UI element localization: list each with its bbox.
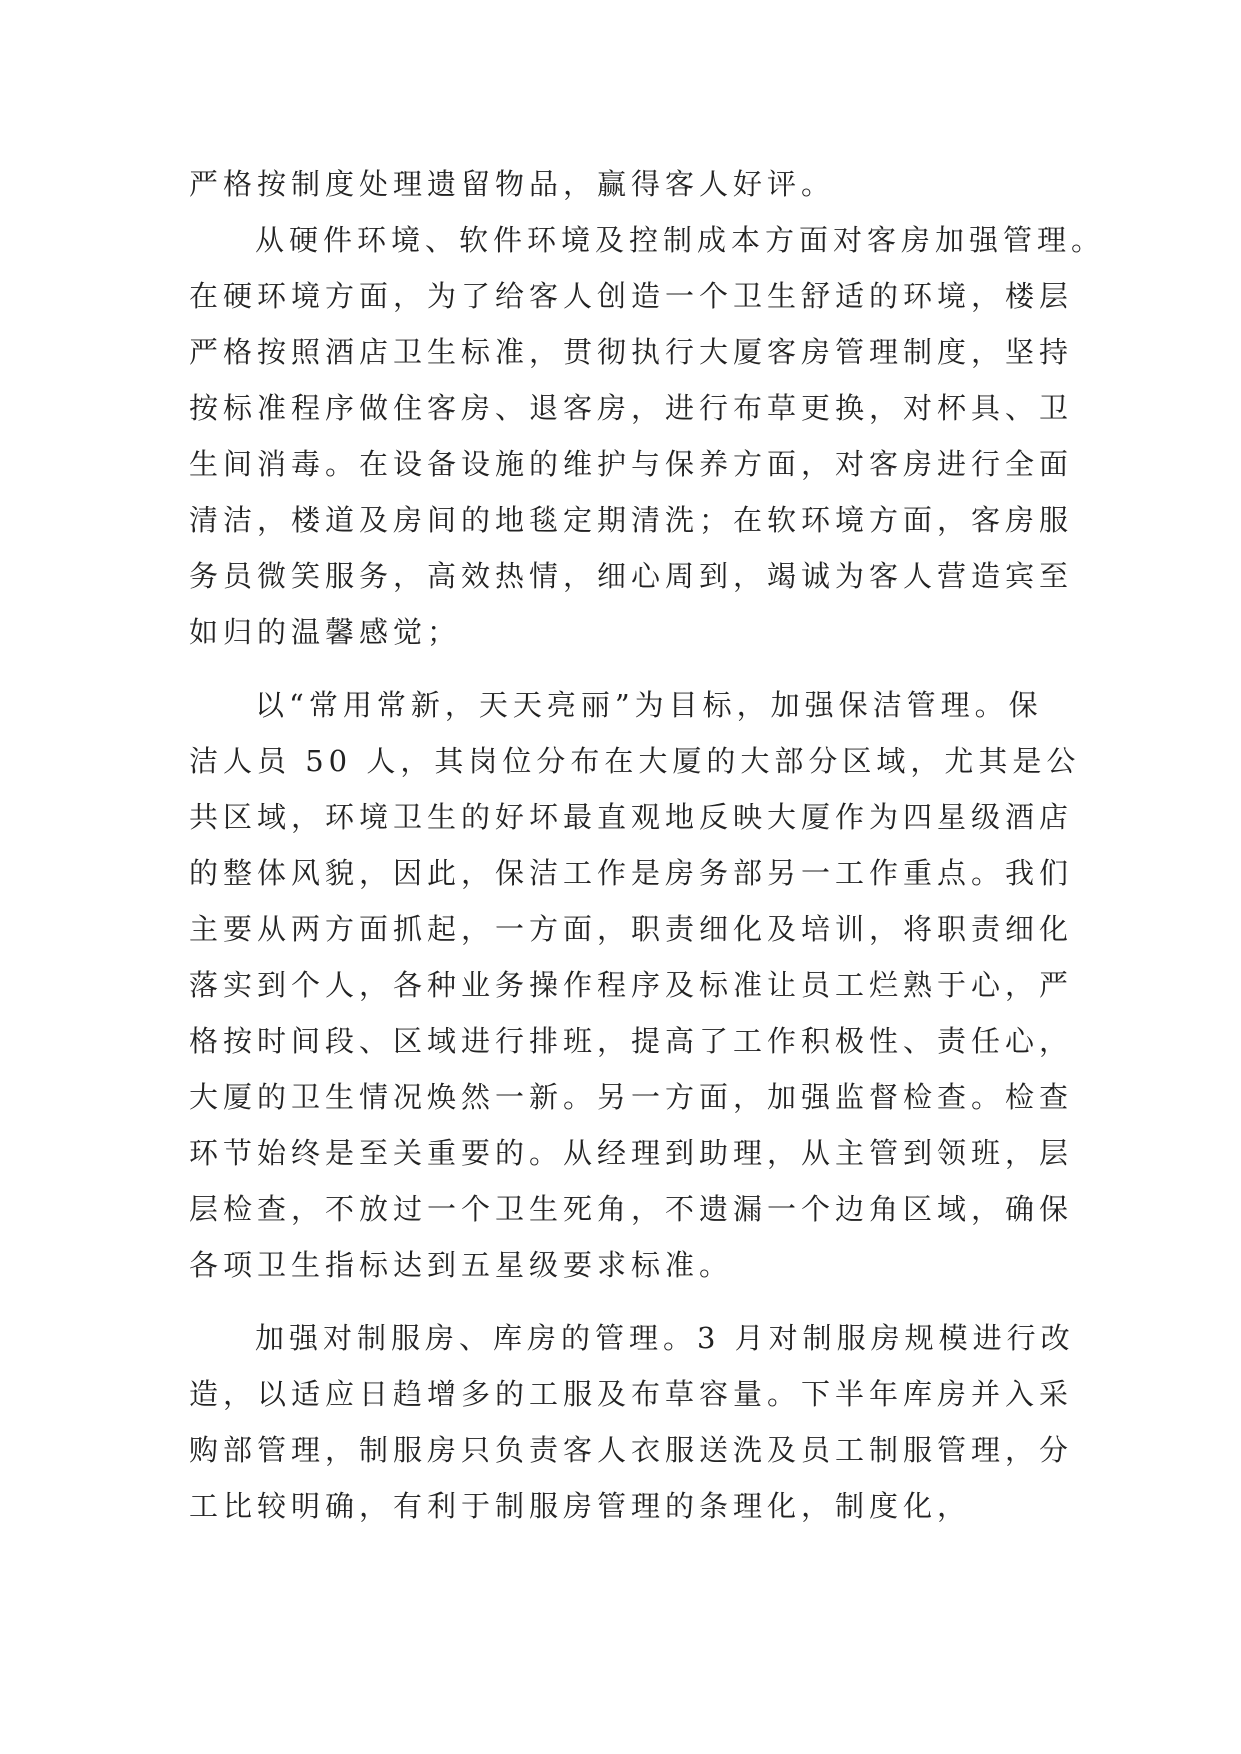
text-line: 生间消毒。在设备设施的维护与保养方面，对客房进行全面 <box>189 447 1074 481</box>
text-line: 的整体风貌，因此，保洁工作是房务部另一工作重点。我们 <box>189 856 1074 890</box>
paragraph-first-line: 从硬件环境、软件环境及控制成本方面对客房加强管理。 <box>255 223 1106 257</box>
text-line: 购部管理，制服房只负责客人衣服送洗及员工制服管理，分 <box>189 1433 1074 1467</box>
text-line: 务员微笑服务，高效热情，细心周到，竭诚为客人营造宾至 <box>189 559 1074 593</box>
text-line: 按标准程序做住客房、退客房，进行布草更换，对杯具、卫 <box>189 391 1074 425</box>
text-line: 造，以适应日趋增多的工服及布草容量。下半年库房并入采 <box>189 1377 1074 1411</box>
text-line: 工比较明确，有利于制服房管理的条理化，制度化， <box>189 1489 972 1523</box>
text-line: 格按时间段、区域进行排班，提高了工作积极性、责任心， <box>189 1024 1074 1058</box>
text-line: 落实到个人，各种业务操作程序及标准让员工烂熟于心，严 <box>189 968 1074 1002</box>
text-line: 在硬环境方面，为了给客人创造一个卫生舒适的环境，楼层 <box>189 279 1074 313</box>
paragraph-first-line: 加强对制服房、库房的管理。3 月对制服房规模进行改 <box>255 1321 1075 1355</box>
text-line: 如归的温馨感觉； <box>189 615 462 649</box>
text-line: 各项卫生指标达到五星级要求标准。 <box>189 1248 734 1282</box>
text-line: 洁人员 50 人，其岗位分布在大厦的大部分区域，尤其是公 <box>189 744 1081 778</box>
text-line: 层检查，不放过一个卫生死角，不遗漏一个边角区域，确保 <box>189 1192 1074 1226</box>
text-line: 大厦的卫生情况焕然一新。另一方面，加强监督检查。检查 <box>189 1080 1074 1114</box>
text-line: 环节始终是至关重要的。从经理到助理，从主管到领班，层 <box>189 1136 1074 1170</box>
text-line: 严格按制度处理遗留物品，赢得客人好评。 <box>189 167 836 201</box>
text-line: 清洁，楼道及房间的地毯定期清洗；在软环境方面，客房服 <box>189 503 1074 537</box>
text-line: 共区域，环境卫生的好坏最直观地反映大厦作为四星级酒店 <box>189 800 1074 834</box>
text-line: 主要从两方面抓起，一方面，职责细化及培训，将职责细化 <box>189 912 1074 946</box>
text-line: 严格按照酒店卫生标准，贯彻执行大厦客房管理制度，坚持 <box>189 335 1074 369</box>
paragraph-first-line: 以“常用常新，天天亮丽”为目标，加强保洁管理。保 <box>255 688 1043 722</box>
